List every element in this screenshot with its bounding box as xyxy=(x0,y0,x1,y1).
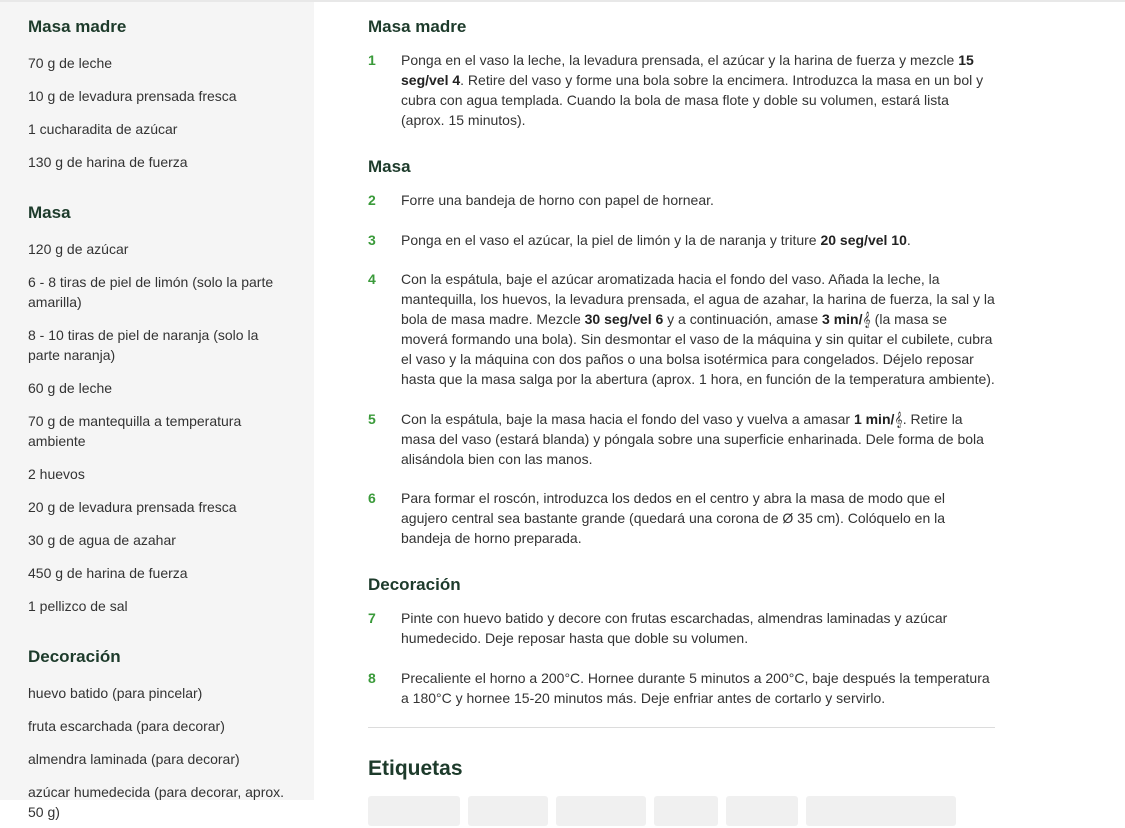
tags-list xyxy=(368,796,995,826)
ingredient-item: 1 pellizco de sal xyxy=(28,597,128,614)
step-text-part: Ponga en el vaso la leche, la levadura prensada, el azúcar y la harina de fuerza y mezcle xyxy=(401,52,959,68)
ingredient-section-title: Decoración xyxy=(28,647,121,666)
step-row xyxy=(368,269,995,389)
step-text-part: . xyxy=(906,231,911,248)
step-row xyxy=(368,190,995,210)
step-text xyxy=(401,50,995,130)
ingredient-item: 1 cucharadita de azúcar xyxy=(28,120,178,137)
step-text xyxy=(401,668,995,708)
step-row xyxy=(368,230,995,250)
step-text-part: (la masa se moverá formando una bola). Sin desmontar el vaso de la máquina y sin quitar el cubilete, cubra el vaso y la máquina con dos paños o una bolsa isotérmica para congelados. Déjelo reposar hasta que la masa salga por la abertura (aprox. 1 hora, en función de la temperatura ambiente). xyxy=(401,311,995,387)
step-text-part: Para formar el roscón, introduzca los dedos en el centro y abra la masa de modo que el agujero central sea bastante grande (quedará una corona de Ø 35 cm). Colóquelo en la bandeja de horno preparada. xyxy=(401,490,946,546)
step-text-part: Con la espátula, baje la masa hacia el fondo del vaso y vuelva a amasar xyxy=(401,410,854,427)
ingredient-item: 8 - 10 tiras de piel de naranja (solo la parte naranja) xyxy=(28,326,259,363)
tags-title: Etiquetas xyxy=(368,757,463,780)
steps-container xyxy=(368,16,995,708)
step-section-title: Decoración xyxy=(368,575,461,594)
step-number: 3 xyxy=(368,231,376,248)
ingredient-item: 30 g de agua de azahar xyxy=(28,531,176,548)
step-text xyxy=(401,488,995,548)
tag-chip[interactable] xyxy=(654,796,718,826)
step-row xyxy=(368,409,995,469)
ingredient-item: 120 g de azúcar xyxy=(28,240,129,257)
ingredient-item: huevo batido (para pincelar) xyxy=(28,684,203,701)
step-setting: 3 min/ xyxy=(822,311,863,327)
step-text-part: Pinte con huevo batido y decore con frutas escarchadas, almendras laminadas y azúcar humedecido. Deje reposar hasta que doble su volumen. xyxy=(401,610,948,646)
step-setting: 20 seg/vel 10 xyxy=(820,231,907,248)
step-number: 7 xyxy=(368,610,376,626)
step-text-part: Forre una bandeja de horno con papel de hornear. xyxy=(401,192,714,208)
tag-chip[interactable] xyxy=(468,796,548,826)
step-row xyxy=(368,668,995,708)
ingredients-sidebar xyxy=(0,2,314,820)
tag-chip[interactable] xyxy=(806,796,956,826)
step-section-title: Masa xyxy=(368,157,411,176)
step-section-title: Masa madre xyxy=(368,17,467,36)
ingredient-item: almendra laminada (para decorar) xyxy=(28,750,240,767)
ingredient-item: fruta escarchada (para decorar) xyxy=(28,717,225,734)
step-text-part: Precaliente el horno a 200°C. Hornee durante 5 minutos a 200°C, baje después la temperatura a 180°C y hornee 15-20 minutos más. Deje enfriar antes de cortarlo y servirlo. xyxy=(401,669,990,706)
step-text xyxy=(401,409,995,469)
ingredient-item: 450 g de harina de fuerza xyxy=(28,564,188,581)
step-number: 5 xyxy=(368,410,376,427)
ingredient-item: 20 g de levadura prensada fresca xyxy=(28,498,237,515)
step-number: 6 xyxy=(368,490,376,506)
step-row xyxy=(368,608,995,648)
step-text-part: . Retire la masa del vaso (estará blanda) y póngala sobre una superficie enharinada. Dele forma de bola alisándola bien con las manos. xyxy=(401,410,984,467)
ingredient-item: 6 - 8 tiras de piel de limón (solo la parte amarilla) xyxy=(28,273,274,310)
step-number: 4 xyxy=(368,271,376,287)
step-text-part: y a continuación, amase xyxy=(663,311,823,327)
step-text xyxy=(401,608,995,648)
tag-chip[interactable] xyxy=(368,796,460,826)
ingredient-item: azúcar humedecida (para decorar, aprox. 50 g) xyxy=(28,783,285,820)
step-text-part: 𝄞 xyxy=(894,410,903,427)
step-setting: 15 seg/vel 4 xyxy=(401,52,974,88)
step-number: 2 xyxy=(368,192,376,208)
section-divider xyxy=(368,727,995,728)
ingredient-section-title: Masa xyxy=(28,203,71,222)
step-text-part: . Retire del vaso y forme una bola sobre la encimera. Introduzca la masa en un bol y cubra con agua templada. Cuando la bola de masa flote y doble su volumen, estará lista (aprox. 15 minutos). xyxy=(401,72,984,128)
step-row xyxy=(368,50,995,130)
step-text-part: 𝄞 xyxy=(862,311,871,327)
step-number: 1 xyxy=(368,52,376,68)
ingredient-item: 2 huevos xyxy=(28,465,85,482)
ingredient-list xyxy=(28,46,286,178)
step-text-part: Con la espátula, baje el azúcar aromatizada hacia el fondo del vaso. Añada la leche, la mantequilla, los huevos, la levadura prensada, el agua de azahar, la harina de fuerza, la sal y la bola de masa madre. Mezcle xyxy=(401,271,995,327)
step-setting: 1 min/ xyxy=(853,410,895,427)
step-text-part: Ponga en el vaso el azúcar, la piel de limón y la de naranja y triture xyxy=(401,231,821,248)
preparation-steps xyxy=(368,2,995,826)
ingredient-list xyxy=(28,232,286,622)
ingredient-item: 60 g de leche xyxy=(28,379,113,396)
ingredient-section-title: Masa madre xyxy=(28,17,127,36)
step-setting: 30 seg/vel 6 xyxy=(584,311,664,327)
step-row xyxy=(368,488,995,548)
tag-chip[interactable] xyxy=(726,796,798,826)
ingredient-item: 70 g de mantequilla a temperatura ambiente xyxy=(28,412,242,449)
ingredient-list xyxy=(28,676,286,828)
ingredient-item: 10 g de levadura prensada fresca xyxy=(28,87,237,104)
step-text xyxy=(401,269,995,389)
step-text xyxy=(401,190,995,210)
ingredient-item: 130 g de harina de fuerza xyxy=(28,153,188,170)
step-text xyxy=(401,230,995,250)
step-number: 8 xyxy=(368,669,376,686)
ingredient-item: 70 g de leche xyxy=(28,54,113,71)
tag-chip[interactable] xyxy=(556,796,646,826)
